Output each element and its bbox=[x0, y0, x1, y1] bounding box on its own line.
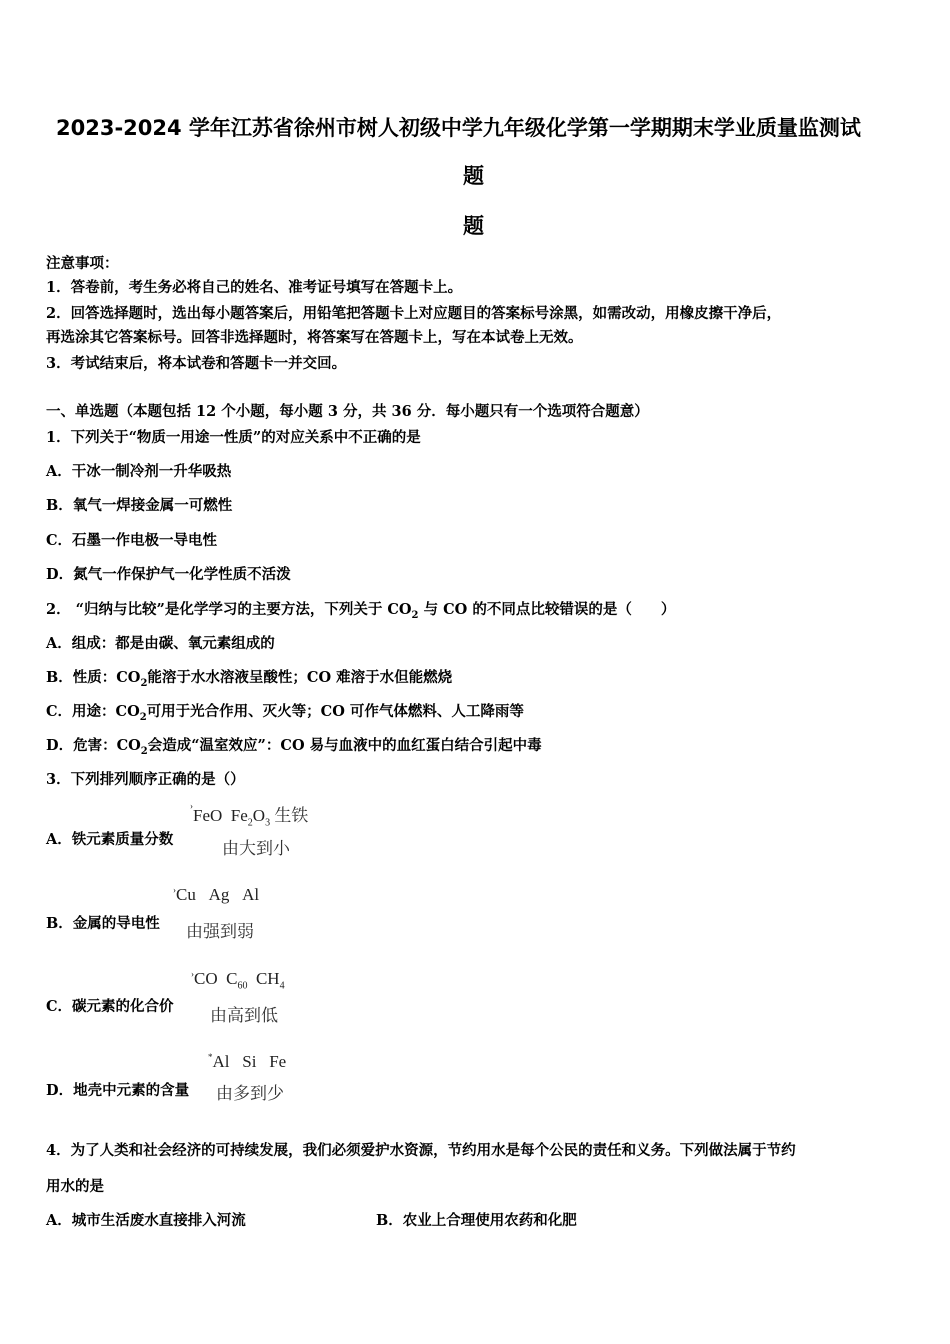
page-title: 2023-2024 学年江苏省徐州市树人初级中学九年级化学第一学期期末学业质量监测试 bbox=[56, 116, 861, 140]
question-1-option-d: D．氮气一作保护气一化学性质不活泼 bbox=[46, 566, 291, 583]
question-1-option-b: B．氧气一焊接金属一可燃性 bbox=[46, 497, 233, 514]
question-3-option-c-label: C．碳元素的化合价 bbox=[46, 998, 174, 1015]
question-4-option-b: B．农业上合理使用农药和化肥 bbox=[376, 1212, 577, 1229]
question-3-option-a-label: A．铁元素质量分数 bbox=[46, 831, 174, 848]
notice-item-2-cont: 再选涂其它答案标号。回答非选择题时，将答案写在答题卡上，写在本试卷上无效。 bbox=[46, 329, 583, 346]
question-4-option-a: A．城市生活废水直接排入河流 bbox=[46, 1212, 246, 1229]
question-3-option-d-formula: *Al Si Fe bbox=[208, 1052, 287, 1071]
question-2-option-d: D．危害：$CO_2$会造成“温室效应”：CO 易与血液中的血红蛋白结合引起中毒 bbox=[46, 737, 542, 757]
question-3-option-b-formula: ›Cu Ag Al bbox=[173, 885, 260, 904]
arrow-icon: * bbox=[208, 1052, 213, 1062]
question-1-option-c: C．石墨一作电极一导电性 bbox=[46, 532, 218, 549]
question-3-option-d-order: 由多到少 bbox=[216, 1084, 284, 1104]
question-3-option-a-order: 由大到小 bbox=[222, 839, 290, 859]
question-2-option-b: B．性质：$CO_2$能溶于水水溶液呈酸性；CO 难溶于水但能燃烧 bbox=[46, 669, 453, 689]
arrow-icon: › bbox=[173, 885, 176, 895]
question-3-option-c-formula: ›CO $C_{60}$ $CH_4$ bbox=[191, 969, 285, 992]
notice-item-3: 3．考试结束后，将本试卷和答题卡一并交回。 bbox=[46, 355, 347, 372]
question-1-stem: 1．下列关于“物质一用途一性质”的对应关系中不正确的是 bbox=[46, 429, 421, 446]
page-title-continued: 题 bbox=[463, 164, 484, 188]
question-3-option-b-order: 由强到弱 bbox=[186, 922, 254, 942]
arrow-icon: › bbox=[190, 801, 193, 811]
question-2-option-a: A．组成：都是由碳、氧元素组成的 bbox=[46, 635, 275, 652]
question-1-option-a: A．干冰一制冷剂一升华吸热 bbox=[46, 463, 232, 480]
page-title-repeat: 题 bbox=[463, 214, 484, 238]
question-4-stem-cont: 用水的是 bbox=[46, 1178, 104, 1195]
question-2-option-c: C．用途：$CO_2$可用于光合作用、灭火等；CO 可作气体燃料、人工降雨等 bbox=[46, 703, 524, 723]
question-3-option-c-order: 由高到低 bbox=[210, 1006, 278, 1026]
question-3-option-b-label: B．金属的导电性 bbox=[46, 915, 160, 932]
notice-item-1: 1．答卷前，考生务必将自己的姓名、准考证号填写在答题卡上。 bbox=[46, 279, 463, 296]
question-2-stem: 2． “归纳与比较”是化学学习的主要方法，下列关于 $CO_2$ 与 CO 的不同点比较错误的是（ ） bbox=[46, 601, 676, 621]
question-3-stem: 3．下列排列顺序正确的是（） bbox=[46, 771, 245, 788]
question-3-option-d-label: D．地壳中元素的含量 bbox=[46, 1082, 190, 1099]
question-4-stem: 4．为了人类和社会经济的可持续发展，我们必须爱护水资源，节约用水是每个公民的责任和义务。下列做法属于节约 bbox=[46, 1142, 796, 1159]
notice-item-2: 2．回答选择题时，选出每小题答案后，用铅笔把答题卡上对应题目的答案标号涂黑，如需改动，用橡皮擦干净后， bbox=[46, 305, 782, 322]
arrow-icon: › bbox=[191, 969, 194, 979]
section-header: 一、单选题（本题包括 12 个小题，每小题 3 分，共 36 分．每小题只有一个选项符合题意） bbox=[46, 403, 649, 420]
question-3-option-a-formula: ›FeO $Fe_2O_3$ 生铁 bbox=[190, 801, 309, 829]
notice-heading: 注意事项： bbox=[46, 255, 119, 272]
